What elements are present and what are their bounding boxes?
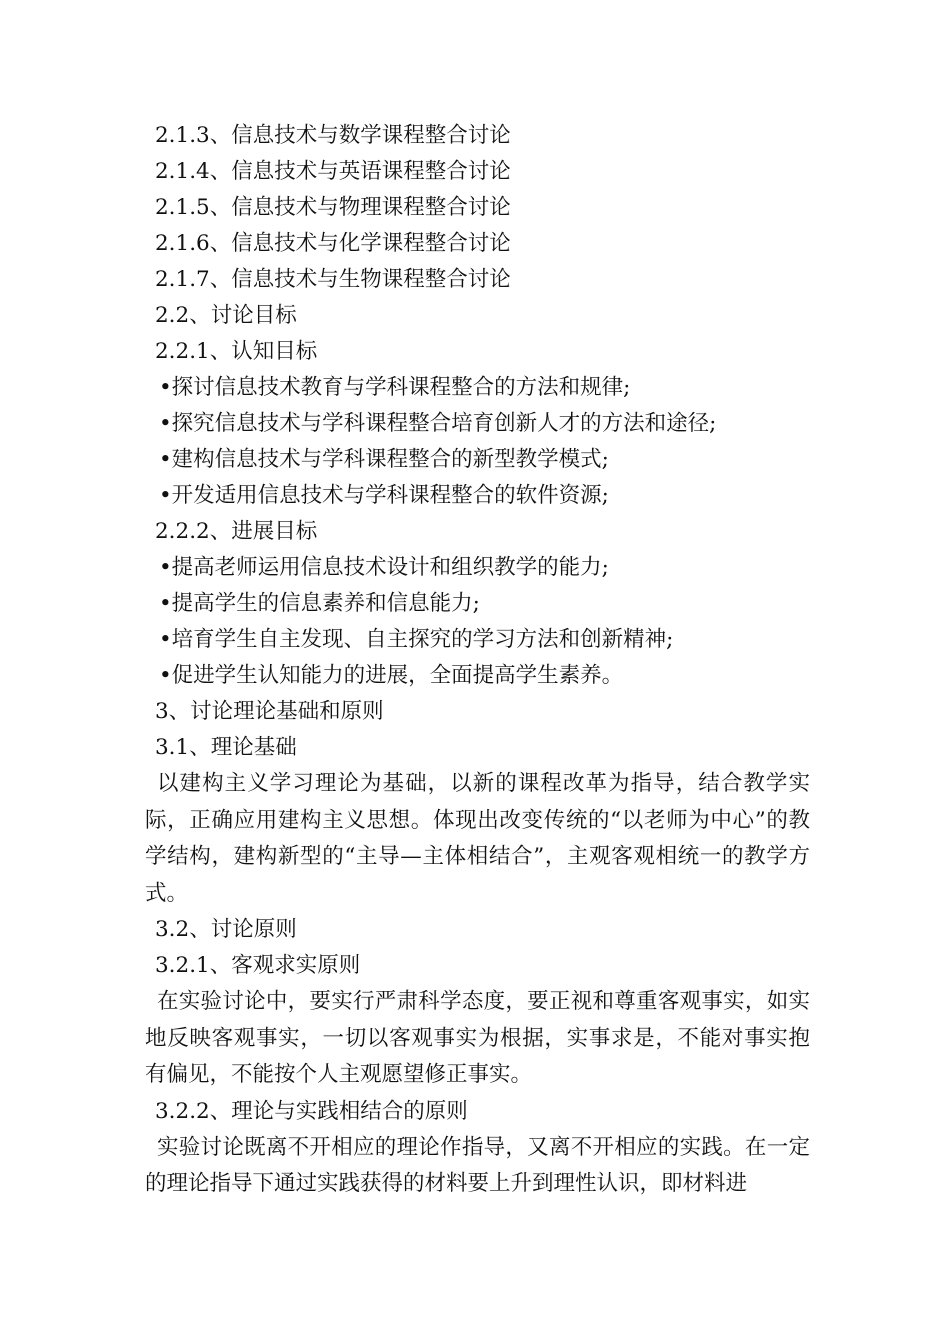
section-heading-2-1-7: 2.1.7、信息技术与生物课程整合讨论: [155, 267, 511, 292]
section-heading-2-2-2: 2.2.2、进展目标: [155, 519, 318, 544]
paragraph-theory-basis: 以建构主义学习理论为基础，以新的课程改革为指导，结合教学实际，正确应用建构主义思想。体现出改变传统的“以老师为中心”的教学结构，建构新型的“主导—主体相结合”，主观客观相统一的教学方式。: [145, 771, 810, 906]
section-heading-2-1-6: 2.1.6、信息技术与化学课程整合讨论: [155, 231, 511, 256]
section-heading-3-2: 3.2、讨论原则: [155, 917, 297, 942]
bullet-item: •培育学生自主发现、自主探究的学习方法和创新精神;: [159, 627, 674, 652]
section-heading-2-1-5: 2.1.5、信息技术与物理课程整合讨论: [155, 195, 511, 220]
paragraph-theory-practice: 实验讨论既离不开相应的理论作指导，又离不开相应的实践。在一定的理论指导下通过实践获得的材料要上升到理性认识，即材料进: [145, 1134, 810, 1196]
bullet-item: •探究信息技术与学科课程整合培育创新人才的方法和途径;: [159, 411, 717, 436]
bullet-item: •开发适用信息技术与学科课程整合的软件资源;: [159, 483, 609, 508]
bullet-item: •提高学生的信息素养和信息能力;: [159, 591, 480, 616]
section-heading-2-2: 2.2、讨论目标: [155, 303, 297, 328]
section-heading-3: 3、讨论理论基础和原则: [155, 699, 384, 724]
section-heading-3-2-1: 3.2.1、客观求实原则: [155, 953, 361, 978]
section-heading-3-2-2: 3.2.2、理论与实践相结合的原则: [155, 1098, 468, 1124]
document-body: [145, 118, 810, 1203]
bullet-item: •探讨信息技术教育与学科课程整合的方法和规律;: [159, 375, 631, 400]
bullet-item: •建构信息技术与学科课程整合的新型教学模式;: [159, 447, 609, 472]
section-heading-3-1: 3.1、理论基础: [155, 735, 297, 760]
paragraph-objective-principle: 在实验讨论中，要实行严肃科学态度，要正视和尊重客观事实，如实地反映客观事实，一切以客观事实为根据，实事求是，不能对事实抱有偏见，不能按个人主观愿望修正事实。: [145, 989, 810, 1087]
section-heading-2-1-3: 2.1.3、信息技术与数学课程整合讨论: [155, 123, 511, 148]
section-heading-2-2-1: 2.2.1、认知目标: [155, 339, 318, 364]
section-heading-2-1-4: 2.1.4、信息技术与英语课程整合讨论: [155, 159, 511, 184]
bullet-item: •促进学生认知能力的进展，全面提高学生素养。: [159, 663, 624, 688]
bullet-item: •提高老师运用信息技术设计和组织教学的能力;: [159, 555, 609, 580]
